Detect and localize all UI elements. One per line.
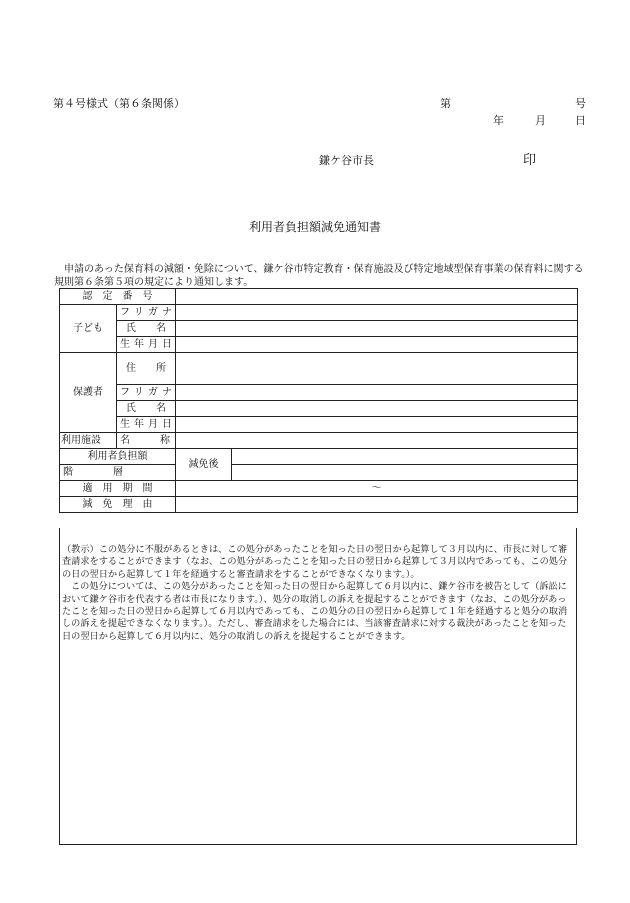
- guardian-label: 保護者: [60, 353, 117, 433]
- table-row: [60, 481, 578, 497]
- guardian-name-value: [176, 401, 578, 417]
- table-row: [60, 433, 578, 449]
- guardian-birthdate-label: 生年月日: [117, 417, 176, 433]
- table-row: [60, 465, 578, 481]
- table-row: [60, 417, 578, 433]
- document-number-suffix: 号: [575, 97, 586, 110]
- date-month-label: 月: [535, 114, 546, 127]
- tier-label: 階 層: [60, 465, 176, 481]
- facility-name-value: [176, 433, 578, 449]
- cert-number-value: [176, 289, 578, 305]
- child-birthdate-label: 生年月日: [117, 337, 176, 353]
- guardian-birthdate-value: [176, 417, 578, 433]
- table-row: [60, 353, 578, 385]
- burden-amount-value: [232, 449, 578, 465]
- guardian-name-label: 氏 名: [117, 401, 176, 417]
- table-row: [60, 321, 578, 337]
- guardian-address-label: 住 所: [117, 353, 176, 385]
- child-furigana-label: フリガナ: [117, 305, 176, 321]
- appeal-note-2: この処分については、この処分があったことを知った日の翌日から起算して６月以内に、鎌ケ谷市を被告として（訴訟において鎌ケ谷市を代表する者は市長になります。）、処分の取消しの訴えを提起することができます（なお、この処分があったことを知った日の翌日から起算して６月以内であっても、この処分の日の翌日から起算して１年を経過すると処分の取消しの訴えを提起できなくなります。）。ただし、審査請求をした場合には、当該審査請求に対する裁決があったことを知った日の翌日から起算して６月以内に、処分の取消しの訴えを提起することができます。: [62, 581, 568, 642]
- tier-value: [232, 465, 578, 481]
- guardian-address-value: [176, 353, 578, 385]
- table-row: [60, 289, 578, 305]
- guardian-furigana-label: フリガナ: [117, 385, 176, 401]
- table-row: [60, 337, 578, 353]
- child-birthdate-value: [176, 337, 578, 353]
- table-row: [60, 385, 578, 401]
- date-day-label: 日: [575, 114, 586, 127]
- facility-label: 利用施設: [60, 433, 117, 449]
- child-label: 子ども: [60, 305, 117, 353]
- form-number: 第４号様式（第６条関係）: [53, 97, 185, 110]
- cert-number-label: 認 定 番 号: [60, 289, 176, 305]
- facility-name-label: 名 称: [117, 433, 176, 449]
- child-name-label: 氏 名: [117, 321, 176, 337]
- table-row: [60, 497, 578, 513]
- table-row: [60, 401, 578, 417]
- issuer-mayor: 鎌ケ谷市長: [319, 154, 374, 167]
- child-furigana-value: [176, 305, 578, 321]
- reason-label: 減 免 理 由: [60, 497, 176, 513]
- table-row: [60, 449, 578, 465]
- seal-mark: 印: [523, 153, 537, 168]
- guardian-furigana-value: [176, 385, 578, 401]
- reason-value: [176, 497, 578, 513]
- child-name-value: [176, 321, 578, 337]
- date-year-label: 年: [493, 114, 504, 127]
- document-title: 利用者負担額減免通知書: [248, 220, 381, 234]
- intro-text: 申請のあった保育料の減額・免除について、鎌ケ谷市特定教育・保育施設及び特定地域型保育事業の保育料に関する規則第６条第５項の規定により通知します。: [54, 264, 584, 288]
- after-reduction-label: 減免後: [176, 449, 232, 481]
- document-number-prefix: 第: [440, 97, 451, 110]
- period-label: 適 用 期 間: [60, 481, 176, 497]
- period-value: ～: [176, 481, 578, 497]
- appeal-note-1: （教示）この処分に不服があるときは、この処分があったことを知った日の翌日から起算して３月以内に、市長に対して審査請求をすることができます（なお、この処分があったことを知った日の翌日から起算して３月以内であっても、この処分の日の翌日から起算して１年を経過すると審査請求をすることができなくなります。）。: [62, 544, 568, 580]
- table-row: [60, 305, 578, 321]
- notification-table: [59, 288, 578, 513]
- appeal-notes: [62, 544, 574, 643]
- burden-amount-label: 利用者負担額: [60, 449, 176, 465]
